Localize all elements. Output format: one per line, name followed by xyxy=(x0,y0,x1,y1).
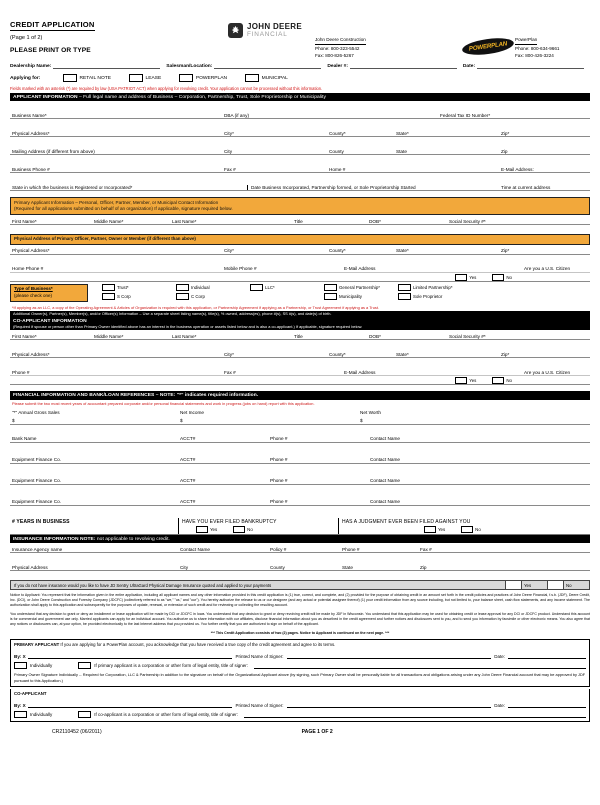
dealership-name-label: Dealership Name: xyxy=(10,64,52,69)
brand-name: JOHN DEERE xyxy=(247,22,303,31)
field-insurance-state[interactable]: State xyxy=(342,564,353,570)
option-municipality[interactable] xyxy=(322,293,382,300)
table-row xyxy=(10,434,590,443)
primary-signature-input[interactable] xyxy=(28,652,233,659)
table-row xyxy=(10,497,590,506)
type-of-business-tag xyxy=(10,284,88,302)
field-zip[interactable]: Zip* xyxy=(501,130,510,136)
type-of-business-section xyxy=(10,284,590,302)
field-equip2-contact[interactable]: Contact Name xyxy=(370,478,400,484)
label-yes: Yes xyxy=(438,526,446,532)
label-s-corp: S Corp xyxy=(117,293,131,299)
print-instruction: PLEASE PRINT OR TYPE xyxy=(10,47,91,54)
field-co-first-name[interactable]: First Name* xyxy=(12,333,37,339)
label-years-in-business: # YEARS IN BUSINESS xyxy=(12,518,70,525)
checkbox-s-corp[interactable] xyxy=(102,293,115,300)
checkbox-bankruptcy-yes[interactable] xyxy=(196,526,208,533)
table-row xyxy=(10,367,590,376)
label-yes: Yes xyxy=(469,378,477,384)
label-primary-us-citizen: Are you a U.S. Citizen xyxy=(524,266,571,272)
input-annual-gross-sales[interactable]: $ xyxy=(12,418,15,424)
salesman-location-label: Salesman/Location: xyxy=(166,64,213,69)
applicant-bar-bold: APPLICANT INFORMATION xyxy=(13,94,78,100)
primary-entity-title-input[interactable] xyxy=(254,662,586,669)
field-primary-physical-address[interactable]: Physical Address* xyxy=(12,248,50,254)
date-input[interactable] xyxy=(477,62,584,69)
label-annual-gross-sales: "*" Annual Gross Sales xyxy=(12,410,60,416)
field-county[interactable]: County* xyxy=(329,130,346,136)
contact-name: John Deere Construction xyxy=(315,36,366,45)
field-email[interactable]: E-Mail Address: xyxy=(501,166,534,172)
label-primary-individually: Individually xyxy=(30,663,53,669)
field-equip1-phone[interactable]: Phone # xyxy=(270,457,288,463)
field-middle-name[interactable]: Middle Name* xyxy=(94,218,124,224)
field-equip2-acct[interactable]: ACCT# xyxy=(180,478,196,484)
field-insurance-city[interactable]: City xyxy=(180,564,189,570)
table-row xyxy=(10,146,590,155)
table-row xyxy=(10,110,590,119)
primary-applicant-bar-line1: Primary Applicant Information – Personal, Officer, Partner, Member, or Municipal Contact Information xyxy=(14,199,219,205)
co-citizen-yesno xyxy=(455,377,512,384)
label-powerplan: POWERPLAN xyxy=(195,75,228,81)
additional-owner-bar: Additional Owner(s), Partner(s), Member(s), and/or Officer(s) Information – Use a separate sheet listing name(s), title(s), % owned, address(es), phone #(s), SS #(s), and date(s) of birth. xyxy=(10,311,590,318)
label-no: No xyxy=(506,378,512,384)
primary-sig-head xyxy=(14,642,586,648)
field-bank-name[interactable]: Bank Name xyxy=(12,436,37,442)
dealer-number-input[interactable] xyxy=(350,62,457,69)
legal-notice xyxy=(10,593,590,635)
coapplicant-signature-block xyxy=(10,689,590,722)
bankruptcy-judgment-row xyxy=(10,518,590,536)
applying-for-label: Applying for: xyxy=(10,75,41,81)
checkbox-judgment-yes[interactable] xyxy=(424,526,436,533)
coapplicant-bar-sub: (Required if spouse or person other than Primary Owner identified above has an interest in the business operation or assets listed below and is also a co-applicant.) If applicable, signature required below. xyxy=(10,324,590,331)
field-co-phone[interactable]: Phone # xyxy=(12,369,30,375)
primary-citizen-yesno xyxy=(455,274,512,281)
primary-printed-name-input[interactable] xyxy=(287,652,492,659)
type-of-business-label: Type of Business* xyxy=(14,286,53,292)
field-co-email[interactable]: E-Mail Address xyxy=(344,369,376,375)
brand-subname: FINANCIAL xyxy=(247,31,288,39)
checkbox-powerplan[interactable] xyxy=(179,74,193,82)
field-bank-phone[interactable]: Phone # xyxy=(270,436,288,442)
checkbox-primary-citizen-yes[interactable] xyxy=(455,274,467,281)
table-row xyxy=(10,562,590,571)
field-insurance-zip[interactable]: Zip xyxy=(420,564,427,570)
field-equip2-phone[interactable]: Phone # xyxy=(270,478,288,484)
field-last-name[interactable]: Last Name* xyxy=(172,218,197,224)
co-printed-name-input[interactable] xyxy=(287,701,492,708)
table-row xyxy=(10,455,590,464)
field-mailing-address[interactable]: Mailing Address (if different from above) xyxy=(12,148,95,154)
field-equip1-acct[interactable]: ACCT# xyxy=(180,457,196,463)
primary-citizen-row xyxy=(10,273,590,282)
label-net-income: Net Income xyxy=(180,410,204,416)
table-row xyxy=(10,164,590,173)
primary-printed-name-label: Printed Name of Signer: xyxy=(235,653,284,659)
contact-powerplan xyxy=(515,36,559,59)
primary-owner-note: Primary Owner Signature Individually -- Required for Corporation, LLC & Partnership in addition to the signature on behalf of the Organizational Applicant above (by signing, such Primary Owner shall be personally liable for all transactions and obligations arising under any John Deere Financial account that may be approved by JDF pursuant to this Application.) xyxy=(14,672,586,683)
deer-icon xyxy=(228,23,243,38)
field-business-phone[interactable]: Business Phone # xyxy=(12,166,50,172)
label-co-us-citizen: Are you a U.S. Citizen xyxy=(524,369,571,375)
field-co-dob[interactable]: DOB* xyxy=(369,333,381,339)
field-co-fax[interactable]: Fax # xyxy=(224,369,236,375)
field-insurance-address[interactable]: Physical Address xyxy=(12,564,48,570)
co-date-label: Date: xyxy=(494,702,506,708)
field-insurance-county[interactable]: County xyxy=(270,564,285,570)
field-state[interactable]: State* xyxy=(396,130,409,136)
field-co-middle-name[interactable]: Middle Name* xyxy=(94,333,124,339)
field-federal-tax-id[interactable]: Federal Tax ID Number* xyxy=(440,112,491,118)
option-sole-proprietor[interactable] xyxy=(396,293,456,300)
legal-paragraph-2: You understand that any decision to grant or deny an installment or lease application will be made by DCI or JDCFC in Iowa. You understand that any decision to grant or deny revolving credit will be made by JDF in Wisconsin. You understand that this application may be used for obtaining credit or lease approval for any DCI or JDCFC product. Understand this account is for commercial and government use only. Married applicants can apply for an individual account. You authorize us to share information with our affiliates, disclose financial information about you as described in the credit agreement and further notices and disclosures sent to you, and to send you information by facsimile or other electronic means. You also agree that any notices or disclosures can, at your option, be provided electronically to the last Internet address that you provided us. You further certify that you are authorized to sign on behalf of the applicant. xyxy=(10,611,590,626)
checkbox-co-citizen-no[interactable] xyxy=(492,377,504,384)
field-primary-city[interactable]: City* xyxy=(224,248,234,254)
option-individual[interactable] xyxy=(174,284,234,291)
contact-john-deere-construction xyxy=(315,36,366,59)
primary-date-input[interactable] xyxy=(508,652,586,659)
table-row xyxy=(10,216,590,225)
label-net-worth: Net Worth xyxy=(360,410,382,416)
checkbox-bankruptcy-no[interactable] xyxy=(233,526,245,533)
ultraguard-question: If you do not have insurance would you like to have JD Sentry UltraGard Physical Damage Insurance quoted and applied to your payments xyxy=(14,582,272,588)
label-municipal: MUNICIPAL xyxy=(261,75,288,81)
years-in-business[interactable] xyxy=(10,518,178,535)
contact-fax: Fax: 800-426-3224 xyxy=(515,52,554,58)
dealership-name-input[interactable] xyxy=(53,62,160,69)
field-co-zip[interactable]: Zip* xyxy=(501,351,510,357)
powerplan-logo xyxy=(462,39,514,54)
primary-applicant-signature-block xyxy=(10,639,590,687)
checkbox-llc[interactable] xyxy=(250,284,263,291)
checkbox-limited-partnership[interactable] xyxy=(398,284,411,291)
field-title[interactable]: Title xyxy=(294,218,303,224)
co-by-x: By: X xyxy=(14,703,26,709)
checkbox-primary-individually[interactable] xyxy=(14,662,27,669)
label-bankruptcy: HAVE YOU EVER FILED BANKRUPTCY xyxy=(182,518,277,525)
field-time-at-address[interactable]: Time at current address xyxy=(501,184,551,190)
financial-information-bar: FINANCIAL INFORMATION AND BANK/LOAN REFERENCES – NOTE: "*" indicates required information. xyxy=(10,391,590,399)
table-row xyxy=(10,349,590,358)
page-title: CREDIT APPLICATION xyxy=(10,20,95,29)
checkbox-co-citizen-yes[interactable] xyxy=(455,377,467,384)
checkbox-individual[interactable] xyxy=(176,284,189,291)
field-insurance-fax[interactable]: Fax # xyxy=(420,546,432,552)
primary-date-label: Date: xyxy=(494,653,506,659)
table-row xyxy=(10,331,590,340)
form-id: CR2110452 (06/2011) xyxy=(52,729,102,736)
asterisk-note: Fields marked with an asterisk (*) are required by law (USA PATRIOT ACT) when applying for revolving credit. Your application cannot be processed without this information. xyxy=(10,86,323,91)
primary-signature-line xyxy=(14,652,586,659)
checkbox-retail-note[interactable] xyxy=(63,74,77,82)
field-business-name[interactable]: Business Name* xyxy=(12,112,47,118)
powerplan-logo-text: POWERPLAN xyxy=(468,40,508,53)
label-no: No xyxy=(506,274,512,280)
field-date-incorporated[interactable]: Date Business Incorporated, Partnership formed, or Sole Proprietorship Started xyxy=(247,185,499,191)
table-row xyxy=(10,264,590,273)
amounts-input-row xyxy=(10,416,590,425)
option-limited-partnership[interactable] xyxy=(396,284,456,291)
field-physical-address[interactable]: Physical Address* xyxy=(12,130,50,136)
field-primary-county[interactable]: County* xyxy=(329,248,346,254)
co-signature-input[interactable] xyxy=(28,701,233,708)
label-primary-entity: If primary applicant is a corporation or other form of legal entity, title of signer: xyxy=(94,663,249,669)
field-mailing-state[interactable]: State xyxy=(396,148,407,154)
checkbox-co-individually[interactable] xyxy=(14,711,27,718)
type-column-5 xyxy=(396,284,456,300)
co-signature-line xyxy=(14,701,586,708)
input-net-income[interactable]: $ xyxy=(180,418,183,424)
page-footer xyxy=(10,729,590,735)
field-co-county[interactable]: County* xyxy=(329,351,346,357)
bankruptcy-yesno xyxy=(196,526,336,533)
field-equip2-name[interactable]: Equipment Finance Co. xyxy=(12,478,61,484)
co-printed-name-label: Printed Name of Signer: xyxy=(235,702,284,708)
judgment-yesno xyxy=(424,526,588,533)
label-retail-note: RETAIL NOTE xyxy=(79,75,112,81)
john-deere-logo xyxy=(228,22,302,39)
page-number: PAGE 1 OF 2 xyxy=(301,729,333,736)
field-dba[interactable]: DBA (if any) xyxy=(224,112,250,118)
insurance-bar xyxy=(10,535,590,543)
insurance-bar-rest: not applicable to revolving credit. xyxy=(95,536,170,542)
legal-paragraph-1: Notice to Applicant: You represent that the information given in the entire application, including all applicant names and any other information provided in this credit application is (1) true, correct, and complete, and (2) provided for the purpose of obtaining credit in an amount set forth in the credit policies and practices of John Deere Financial, f.s.b. (JDF), Deere Credit, Inc. (DCI), or John Deere Construction and Forestry Company (JDCFC) (collectively referred to as "we," "us," and "our"). You hereby authorize the release to us or our designee (and any actual or potential assignee thereof) (1) your credit information from any source including, but not limited to, your balance sheet, cash flow statements, and any income statement. The authorization shall apply to this application and subsequently for the purposes of update, renewal, or extension of such credit and for reviewing or collecting the resulting account. xyxy=(10,593,590,608)
option-llc[interactable] xyxy=(248,284,308,291)
field-mailing-zip[interactable]: Zip xyxy=(501,148,508,154)
field-state-registered[interactable]: State in which the business is Registered or Incorporated* xyxy=(12,184,133,190)
amounts-label-row xyxy=(10,407,590,416)
field-policy-number[interactable]: Policy # xyxy=(270,546,287,552)
type-column-1 xyxy=(100,284,160,300)
co-signature-options xyxy=(14,711,586,718)
contact-name: PowerPlan xyxy=(515,36,537,45)
judgment-block xyxy=(338,518,590,535)
ultraguard-row xyxy=(10,580,590,590)
label-yes: Yes xyxy=(469,274,477,280)
coapplicant-citizen-row xyxy=(10,376,590,385)
label-yes: Yes xyxy=(210,526,218,532)
field-co-ssn[interactable]: Social Security #* xyxy=(449,333,486,339)
table-row xyxy=(10,476,590,485)
label-judgment: HAS A JUDGMENT EVER BEEN FILED AGAINST YOU xyxy=(342,518,471,525)
contact-phone: Phone: 800-323-5542 xyxy=(315,45,360,51)
field-ssn[interactable]: Social Security #* xyxy=(449,218,486,224)
field-equip1-name[interactable]: Equipment Finance Co. xyxy=(12,457,61,463)
applicant-information-bar xyxy=(10,93,590,101)
co-date-input[interactable] xyxy=(508,701,586,708)
coapplicant-bar: CO-APPLICANT INFORMATION xyxy=(10,317,590,324)
option-c-corp[interactable] xyxy=(174,293,234,300)
field-first-name[interactable]: First Name* xyxy=(12,218,37,224)
option-general-partnership[interactable] xyxy=(322,284,382,291)
field-dob[interactable]: DOB* xyxy=(369,218,381,224)
primary-sig-head-bold: PRIMARY APPLICANT xyxy=(14,642,60,648)
applicant-bar-rest: – Full legal name and address of Business – Corporation, Partnership, Trust, Sole Proprietorship or Municipality xyxy=(77,94,326,100)
field-co-state[interactable]: State* xyxy=(396,351,409,357)
field-bank-contact[interactable]: Contact Name xyxy=(370,436,400,442)
dealer-info-row xyxy=(10,58,590,69)
label-ultraguard-yes: Yes xyxy=(521,581,547,589)
primary-applicant-bar-line2: (Required for all applications submitted on behalf of an organization) If applicable, signature required below. xyxy=(14,206,233,212)
type-column-3 xyxy=(248,284,308,300)
co-sig-head: CO-APPLICANT xyxy=(14,691,47,697)
dealer-number-label: Dealer #: xyxy=(327,64,348,69)
page-of-label: (Page 1 of 2) xyxy=(10,35,43,41)
co-entity-title-input[interactable] xyxy=(244,711,586,718)
label-lease: LEASE xyxy=(145,75,162,81)
table-row xyxy=(10,128,590,137)
field-primary-zip[interactable]: Zip* xyxy=(501,248,510,254)
table-row xyxy=(10,544,590,553)
label-no: No xyxy=(247,526,253,532)
primary-signature-options xyxy=(14,662,586,669)
checkbox-judgment-no[interactable] xyxy=(461,526,473,533)
type-column-2 xyxy=(174,284,234,300)
checkbox-c-corp[interactable] xyxy=(176,293,189,300)
label-co-individually: Individually xyxy=(30,712,53,718)
table-row xyxy=(10,182,590,191)
field-equip3-contact[interactable]: Contact Name xyxy=(370,499,400,505)
label-general-partnership: General Partnership* xyxy=(339,284,381,290)
label-limited-partnership: Limited Partnership* xyxy=(413,284,453,290)
bankruptcy-block xyxy=(178,518,338,535)
contact-phone: Phone: 800-634-9661 xyxy=(515,45,560,51)
field-primary-mobile-phone[interactable]: Mobile Phone # xyxy=(224,266,257,272)
label-c-corp: C Corp xyxy=(191,293,205,299)
table-row xyxy=(10,246,590,255)
option-s-corp[interactable] xyxy=(100,293,160,300)
field-mailing-city[interactable]: City xyxy=(224,148,233,154)
label-llc: LLC* xyxy=(265,284,275,290)
primary-address-bar: Physical Address of Primary Officer, Partner, Owner or Member (if different than above) xyxy=(10,234,590,244)
field-primary-home-phone[interactable]: Home Phone # xyxy=(12,266,44,272)
checkbox-ultraguard-yes[interactable] xyxy=(505,581,521,589)
field-insurance-agency[interactable]: Insurance Agency name xyxy=(12,546,63,552)
field-insurance-contact[interactable]: Contact Name xyxy=(180,546,210,552)
field-equip3-phone[interactable]: Phone # xyxy=(270,499,288,505)
contact-fax: Fax: 800-826-5267 xyxy=(315,52,354,58)
applying-for-row xyxy=(10,71,590,85)
checkbox-municipality[interactable] xyxy=(324,293,337,300)
option-trust[interactable] xyxy=(100,284,160,291)
checkbox-ultraguard-no[interactable] xyxy=(547,581,563,589)
label-trust: Trust* xyxy=(117,284,129,290)
type-column-4 xyxy=(322,284,382,300)
salesman-location-input[interactable] xyxy=(214,62,321,69)
checkbox-primary-entity[interactable] xyxy=(78,662,91,669)
checkbox-co-entity[interactable] xyxy=(78,711,91,718)
field-insurance-phone[interactable]: Phone # xyxy=(342,546,360,552)
financial-submit-note: Please submit the two most recent years of accountant prepared corporate and/or personal financial statements and work in progress (jobs on hand) report with this application. xyxy=(12,400,315,406)
date-label: Date: xyxy=(462,64,476,69)
field-home-phone[interactable]: Home # xyxy=(329,166,346,172)
primary-applicant-bar xyxy=(10,197,590,215)
label-co-entity: If co-applicant is a corporation or other form of legal entity, title of signer: xyxy=(94,712,239,718)
checkbox-municipal[interactable] xyxy=(245,74,259,82)
field-co-last-name[interactable]: Last Name* xyxy=(172,333,197,339)
field-mailing-county[interactable]: County xyxy=(329,148,344,154)
type-of-business-hint: (please check one) xyxy=(14,292,53,298)
field-city[interactable]: City* xyxy=(224,130,234,136)
label-ultraguard-no: No xyxy=(563,581,589,589)
field-bank-acct[interactable]: ACCT# xyxy=(180,436,196,442)
label-no: No xyxy=(475,526,481,532)
label-individual: Individual xyxy=(191,284,210,290)
field-primary-state[interactable]: State* xyxy=(396,248,409,254)
field-co-title[interactable]: Title xyxy=(294,333,303,339)
input-net-worth[interactable]: $ xyxy=(360,418,363,424)
label-sole-proprietor: Sole Proprietor xyxy=(413,293,443,299)
legal-paragraph-3: *** This Credit Application consists of two (2) pages. Notice to Applicant is continued on the next page. *** xyxy=(210,630,390,635)
field-primary-email[interactable]: E-Mail Address xyxy=(344,266,376,272)
field-equip3-acct[interactable]: ACCT# xyxy=(180,499,196,505)
primary-sig-head-rest: If you are applying for a PowerPlan account, you acknowledge that you have received a true copy of the credit agreement and agree to its terms. xyxy=(59,642,336,648)
checkbox-sole-proprietor[interactable] xyxy=(398,293,411,300)
label-municipality: Municipality xyxy=(339,293,362,299)
primary-by-x: By: X xyxy=(14,654,26,660)
checkbox-lease[interactable] xyxy=(129,74,143,82)
insurance-bar-bold: INSURANCE INFORMATION NOTE: xyxy=(13,536,96,542)
field-co-physical-address[interactable]: Physical Address* xyxy=(12,351,50,357)
field-equip3-name[interactable]: Equipment Finance Co. xyxy=(12,499,61,505)
llc-footnote: *If applying as an LLC, a copy of the Operating Agreement & Articles of Organization is required with this application, or Partnership Agreement if applying as a Partnership, or Trust Agreement if applying as a Trust. xyxy=(12,304,379,310)
field-fax[interactable]: Fax # xyxy=(224,166,236,172)
page-header xyxy=(10,14,590,58)
field-equip1-contact[interactable]: Contact Name xyxy=(370,457,400,463)
checkbox-primary-citizen-no[interactable] xyxy=(492,274,504,281)
checkbox-trust[interactable] xyxy=(102,284,115,291)
field-co-city[interactable]: City* xyxy=(224,351,234,357)
checkbox-general-partnership[interactable] xyxy=(324,284,337,291)
